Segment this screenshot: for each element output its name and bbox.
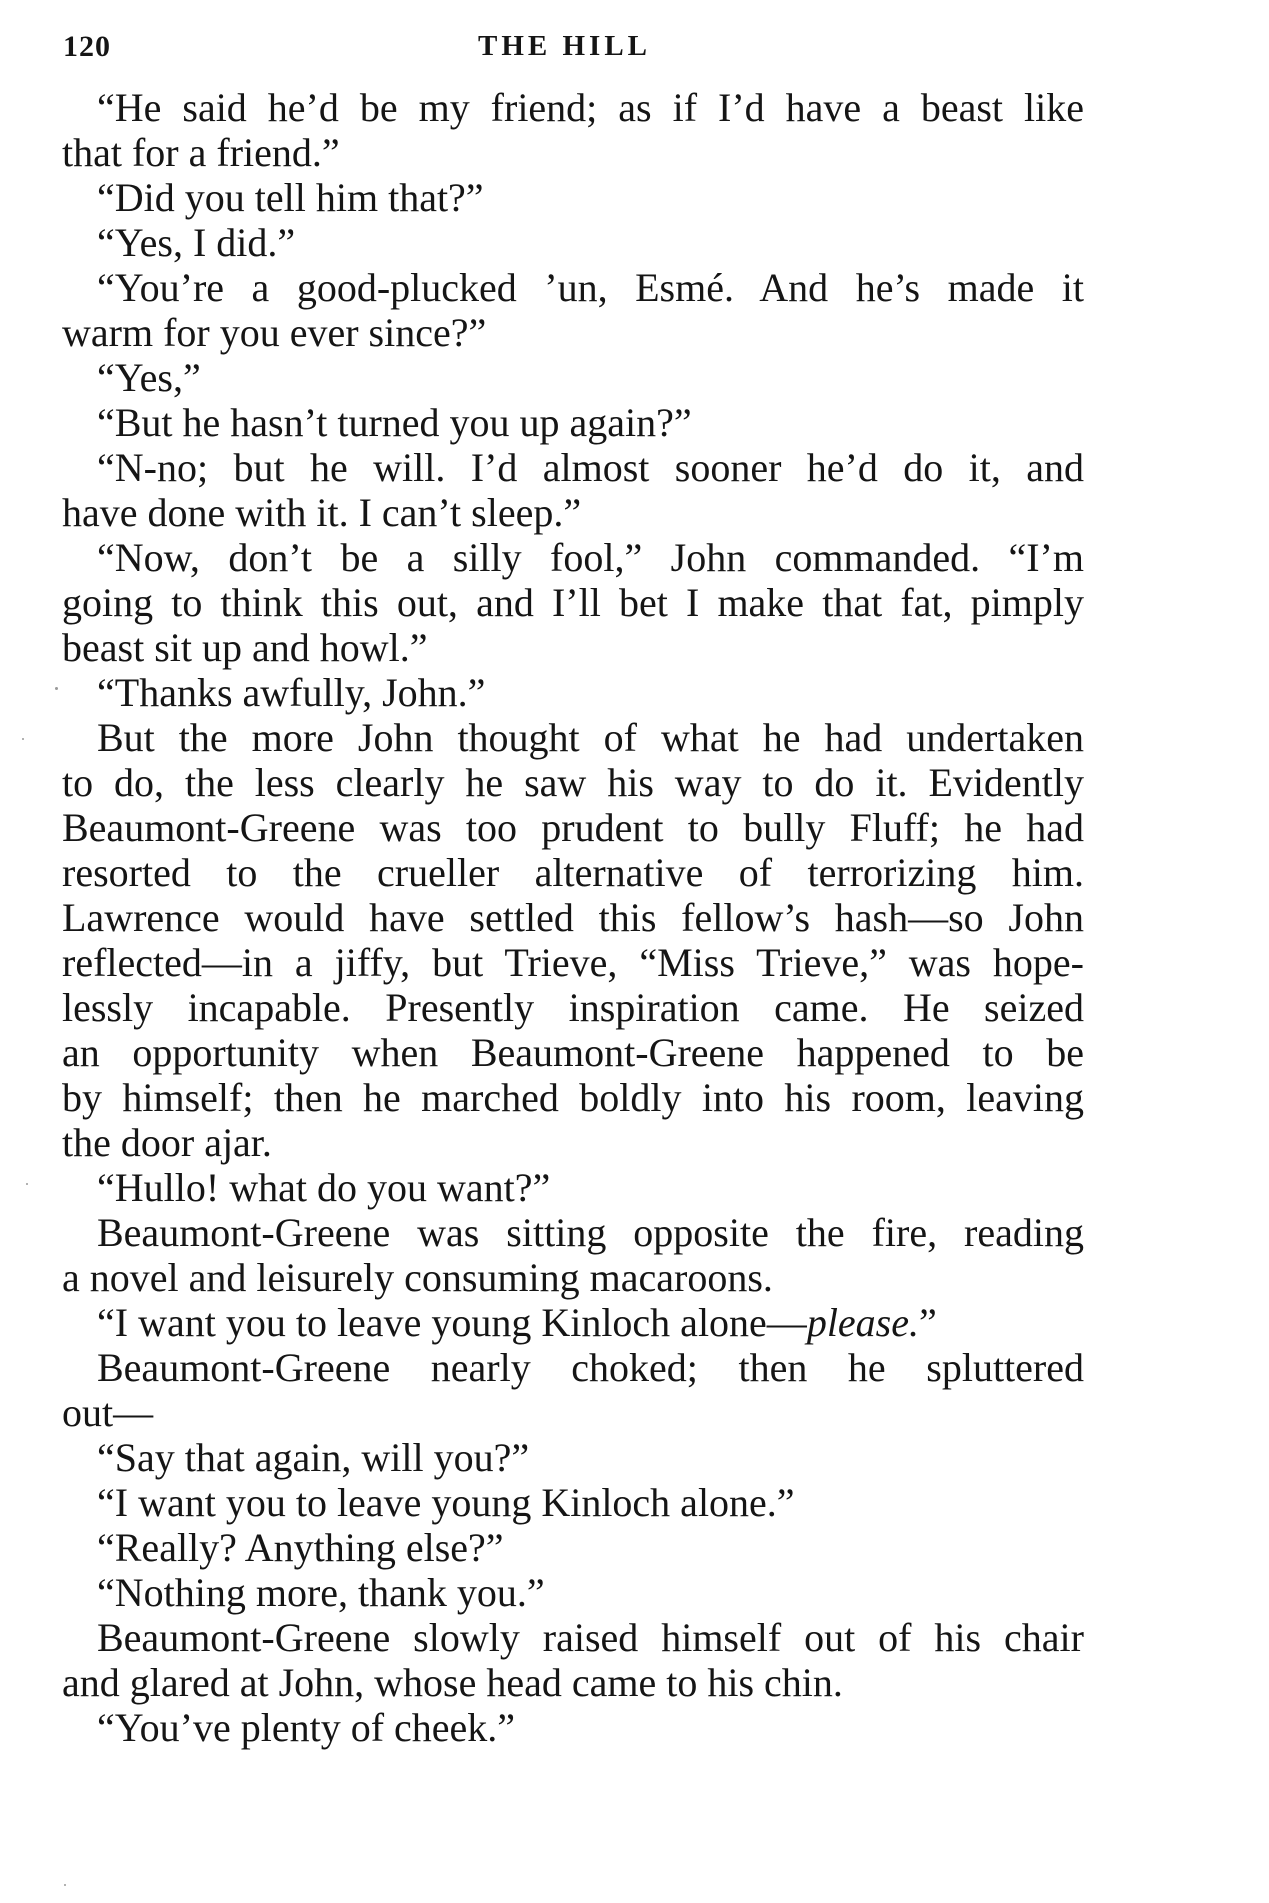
text-line <box>62 1300 1084 1345</box>
text-line: “Really? Anything else?” <box>97 1525 504 1570</box>
paper-speck <box>64 1884 66 1886</box>
text-line: out— <box>62 1390 154 1435</box>
paper-speck <box>26 1183 28 1185</box>
text-line: the door ajar. <box>62 1120 272 1165</box>
text-line: “You’re a good-plucked ’un, Esmé. And he’s made it <box>97 265 1084 310</box>
text-line: Beaumont-Greene was sitting opposite the fire, reading <box>97 1210 1084 1255</box>
text-line: “Now, don’t be a silly fool,” John commanded. “I’m <box>97 535 1084 580</box>
text-line: “He said he’d be my friend; as if I’d have a beast like <box>97 85 1084 130</box>
running-title: THE HILL <box>478 30 652 62</box>
page-number: 120 <box>63 30 111 63</box>
text-line: an opportunity when Beaumont-Greene happened to be <box>62 1030 1084 1075</box>
text-line: a novel and leisurely consuming macaroons. <box>62 1255 773 1300</box>
text-line: by himself; then he marched boldly into his room, leaving <box>62 1075 1084 1120</box>
text-line: “You’ve plenty of cheek.” <box>97 1705 516 1750</box>
closing-quote: ” <box>919 1300 937 1345</box>
text-line: Beaumont-Greene was too prudent to bully Fluff; he had <box>62 805 1084 850</box>
text-line: “Nothing more, thank you.” <box>97 1570 545 1615</box>
text-line: Lawrence would have settled this fellow’s hash—so John <box>62 895 1084 940</box>
text-line: “Yes, I did.” <box>97 220 296 265</box>
text-line: and glared at John, whose head came to his chin. <box>62 1660 843 1705</box>
text-line: that for a friend.” <box>62 130 340 175</box>
text-line: going to think this out, and I’ll bet I make that fat, pimply <box>62 580 1084 625</box>
text-line: resorted to the crueller alternative of terrorizing him. <box>62 850 1084 895</box>
body-text <box>62 85 1084 1750</box>
text-line: beast sit up and howl.” <box>62 625 428 670</box>
italic-word: please. <box>806 1300 919 1345</box>
text-line: “N-no; but he will. I’d almost sooner he’d do it, and <box>97 445 1084 490</box>
text-line: Beaumont-Greene slowly raised himself out of his chair <box>97 1615 1084 1660</box>
text-line: lessly incapable. Presently inspiration came. He seized <box>62 985 1084 1030</box>
text-line: reflected—in a jiffy, but Trieve, “Miss Trieve,” was hope- <box>62 940 1084 985</box>
text-line: “Hullo! what do you want?” <box>97 1165 551 1210</box>
text-line: have done with it. I can’t sleep.” <box>62 490 582 535</box>
line-text: “I want you to leave young Kinloch alone— <box>97 1300 807 1345</box>
paper-speck <box>55 687 58 690</box>
text-line: “Say that again, will you?” <box>97 1435 530 1480</box>
paper-speck <box>22 738 24 740</box>
text-line: Beaumont-Greene nearly choked; then he spluttered <box>97 1345 1084 1390</box>
text-line: “I want you to leave young Kinloch alone.” <box>97 1480 795 1525</box>
text-line: “But he hasn’t turned you up again?” <box>97 400 692 445</box>
text-line: But the more John thought of what he had undertaken <box>97 715 1084 760</box>
text-line: “Did you tell him that?” <box>97 175 484 220</box>
text-line: to do, the less clearly he saw his way to do it. Evidently <box>62 760 1084 805</box>
text-line: “Yes,” <box>97 355 201 400</box>
text-line: warm for you ever since?” <box>62 310 487 355</box>
text-line: “Thanks awfully, John.” <box>97 670 486 715</box>
running-head <box>63 30 1083 70</box>
